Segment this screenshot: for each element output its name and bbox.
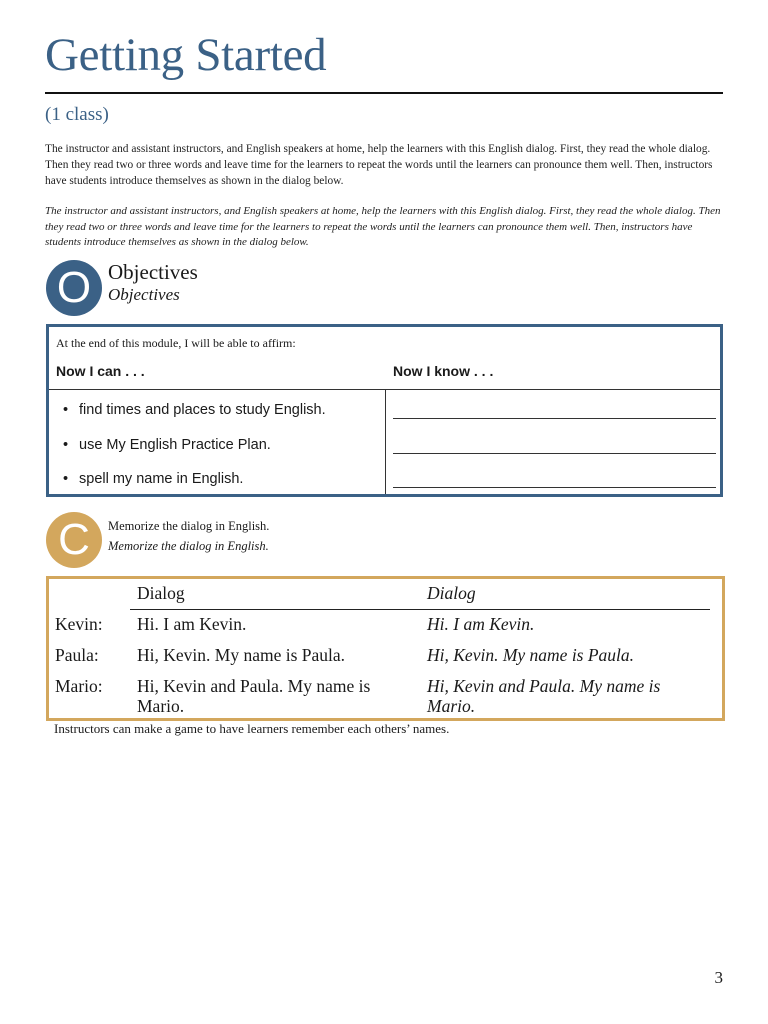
memorize-instruction-italic: Memorize the dialog in English. — [108, 539, 269, 553]
objectives-badge-icon: O — [46, 260, 102, 316]
bullet-icon: • — [63, 402, 69, 418]
dialog-line-italic: Hi, Kevin and Paula. My name is Mario. — [427, 676, 661, 716]
memorize-instruction: Memorize the dialog in English. — [108, 519, 270, 533]
bullet-icon: • — [63, 471, 69, 487]
dialog-line-italic: Hi, Kevin. My name is Paula. — [427, 645, 635, 665]
intro-paragraph-italic: The instructor and assistant instructors, and English speakers at home, help the learners with this English dialog. First, they read the whole dialog. Then they read two or three words and leave time for the learners to repeat the words until the learners can pronounce them well. Then, instructors have students introduce themselves as shown in the dialog below. — [45, 205, 721, 248]
know-answer-line — [393, 453, 716, 454]
now-i-can-header: Now I can . . . — [56, 363, 145, 379]
objectives-heading-italic: Objectives — [108, 285, 180, 304]
speaker-name: Kevin: — [55, 614, 103, 634]
instructor-note: Instructors can make a game to have learners remember each others’ names. — [54, 721, 450, 736]
title-divider — [45, 92, 723, 94]
objective-item — [63, 437, 271, 453]
memorize-badge-icon: C — [46, 512, 102, 568]
objective-item — [63, 471, 243, 487]
dialog-line: Hi. I am Kevin. — [137, 614, 247, 634]
bullet-icon: • — [63, 437, 69, 453]
dialog-box — [46, 576, 725, 721]
objectives-box — [46, 324, 723, 497]
page-number: 3 — [714, 968, 723, 987]
dialog-line: Hi, Kevin. My name is Paula. — [137, 645, 346, 665]
objective-text: find times and places to study English. — [79, 402, 326, 418]
speaker-name: Paula: — [55, 645, 99, 665]
dialog-line: Hi, Kevin and Paula. My name is Mario. — [137, 676, 371, 716]
objectives-heading: Objectives — [108, 260, 198, 284]
dialog-header-divider — [130, 609, 710, 610]
know-answer-line — [393, 487, 716, 488]
class-duration: (1 class) — [45, 104, 109, 125]
now-i-know-header: Now I know . . . — [393, 363, 494, 379]
intro-paragraph: The instructor and assistant instructors, and English speakers at home, help the learners with this English dialog. First, they read the whole dialog. Then they read two or three words and leave time for the learners to repeat the words until the learners can pronounce them well. Then, instructors have students introduce themselves as shown in the dialog below. — [45, 143, 713, 187]
objective-text: use My English Practice Plan. — [79, 437, 271, 453]
objectives-column-divider — [385, 389, 386, 494]
objective-text: spell my name in English. — [79, 471, 244, 487]
page-title: Getting Started — [45, 29, 327, 81]
know-answer-line — [393, 418, 716, 419]
objectives-intro: At the end of this module, I will be able to affirm: — [56, 336, 296, 350]
dialog-header-italic: Dialog — [427, 583, 476, 603]
objective-item — [63, 402, 326, 418]
speaker-name: Mario: — [55, 676, 103, 696]
dialog-line-italic: Hi. I am Kevin. — [427, 614, 535, 634]
dialog-header: Dialog — [137, 583, 185, 603]
